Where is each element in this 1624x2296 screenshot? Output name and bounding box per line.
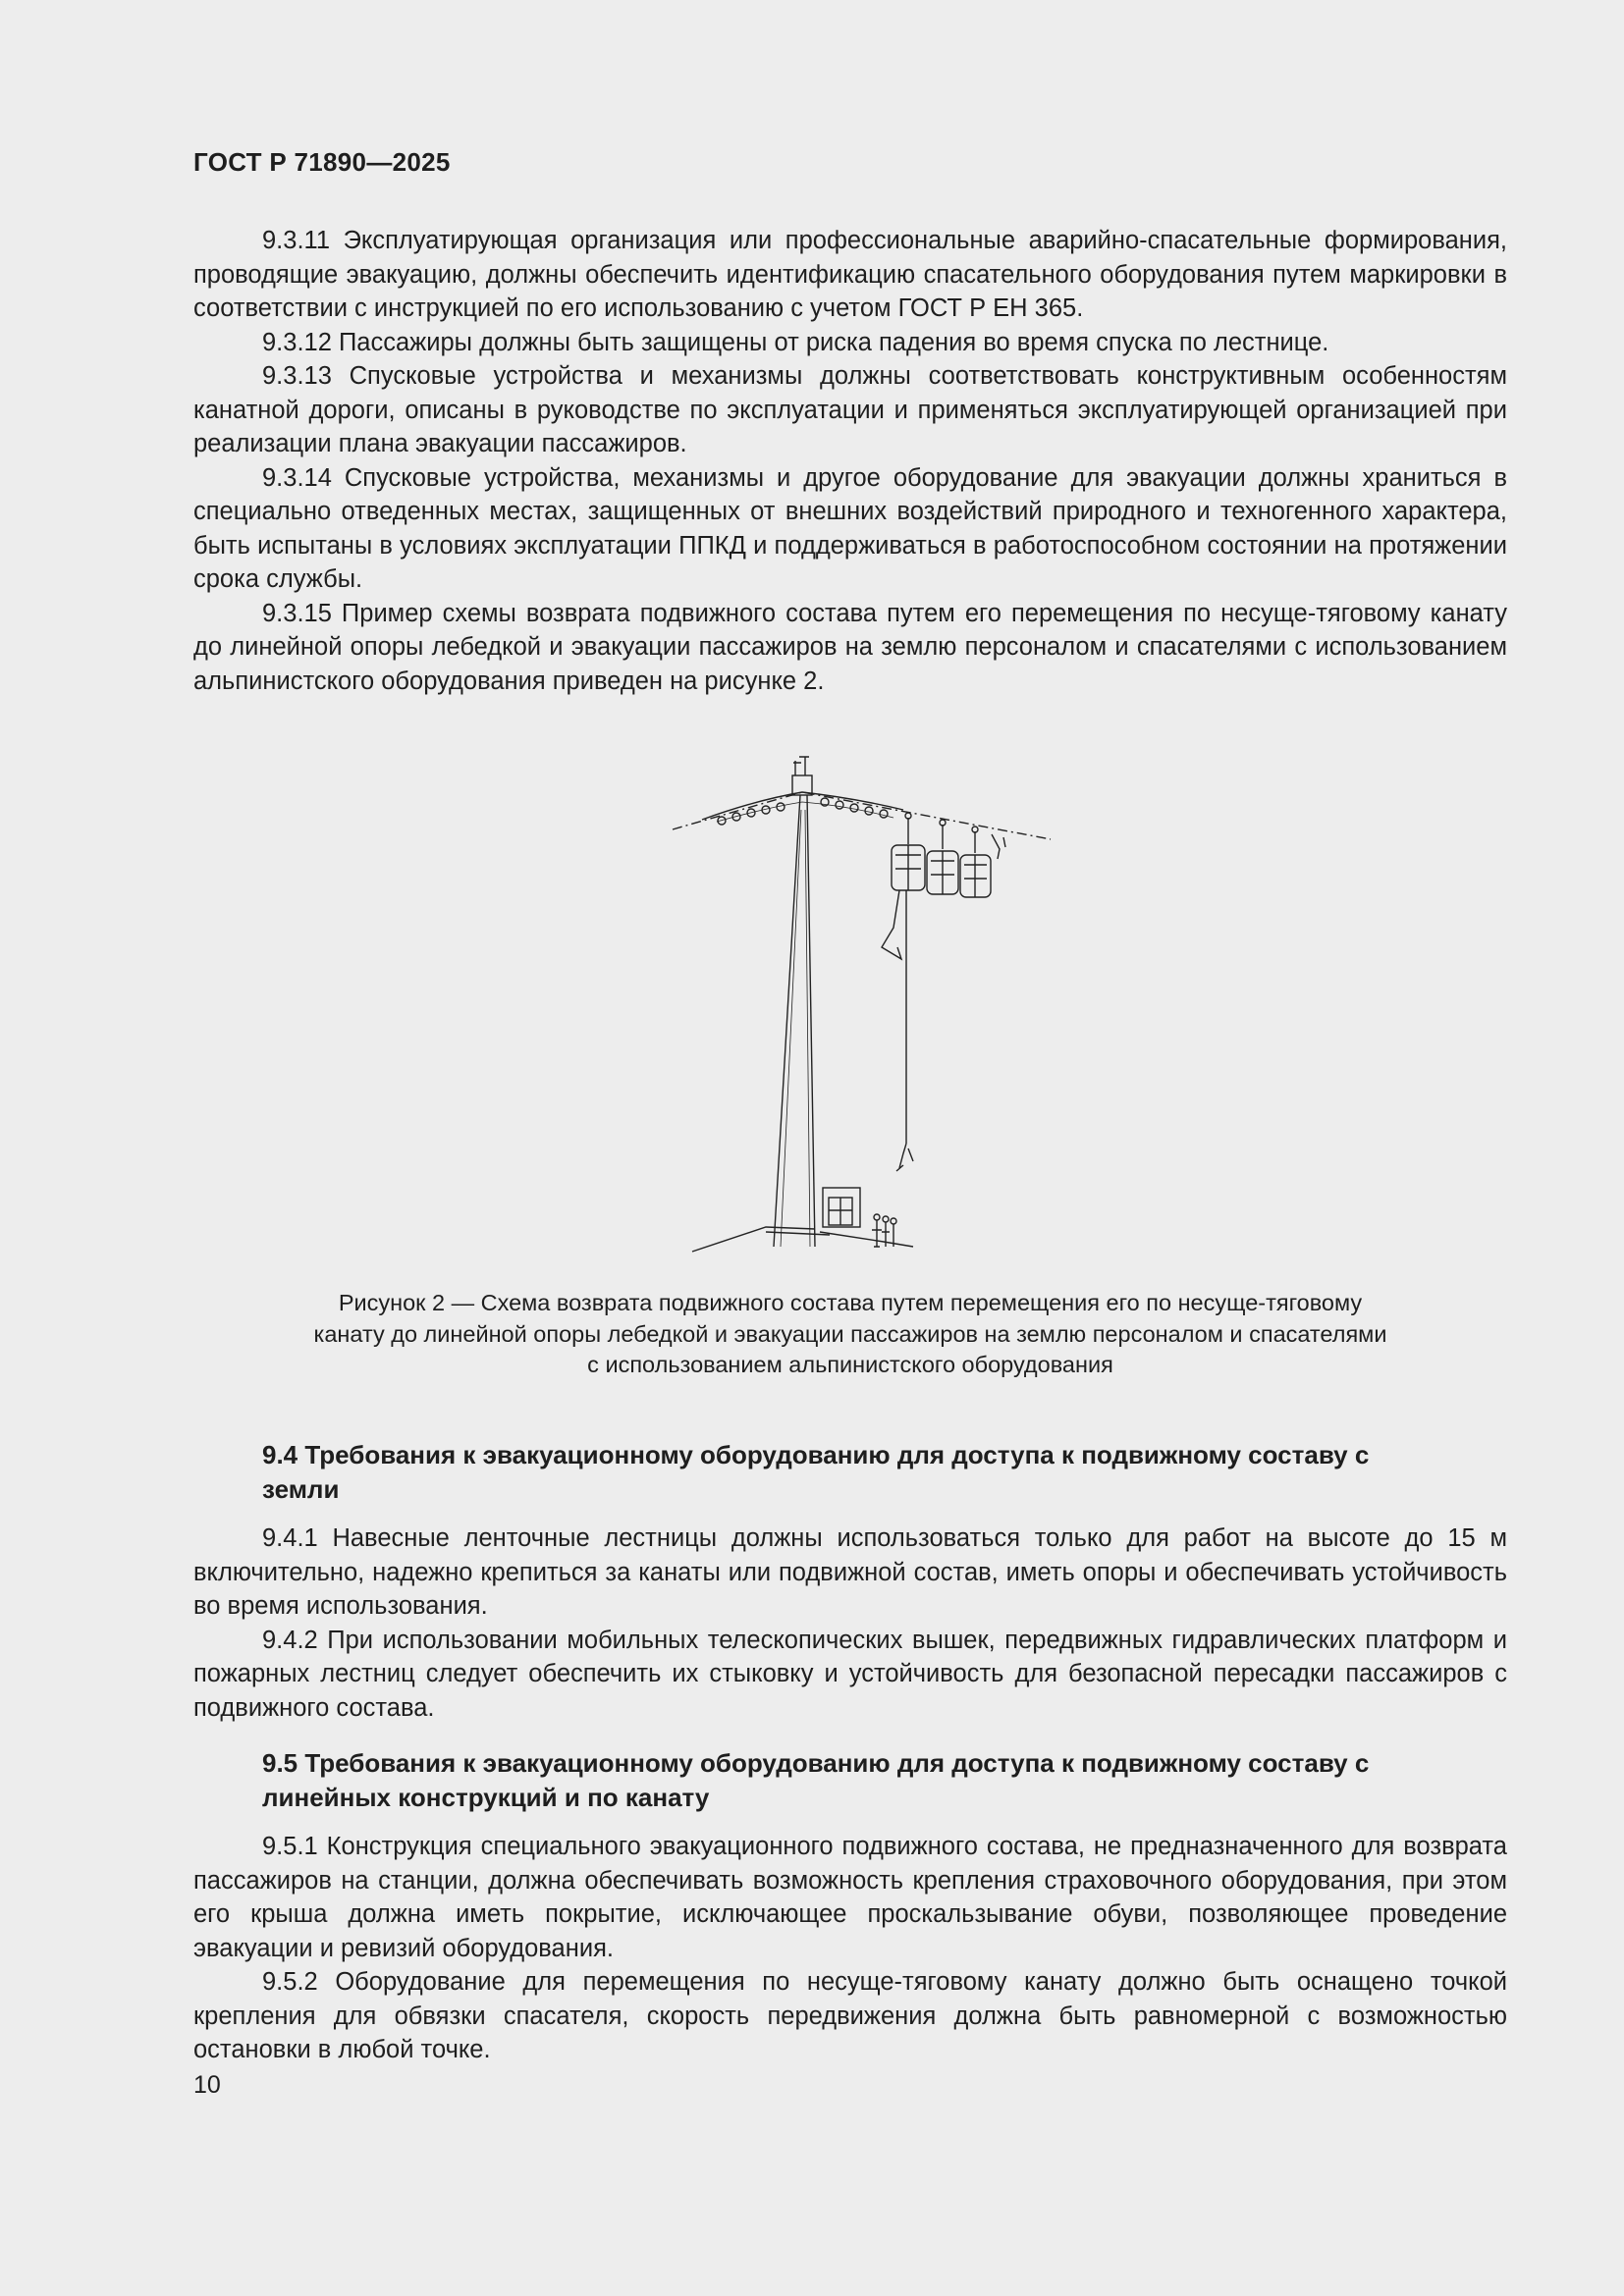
figure-caption	[193, 1288, 1507, 1381]
section-9-3-paragraphs	[193, 224, 1507, 698]
figure-caption-line-3: с использованием альпинистского оборудования	[587, 1352, 1113, 1377]
tower-crossarm	[702, 792, 903, 825]
ground-line-right	[820, 1232, 913, 1247]
paragraph-9-3-13: 9.3.13 Спусковые устройства и механизмы должны соответствовать конструктивным особенностям канатной дороги, описаны в руководстве по эксплуатации и применяться эксплуатирующей организацией при реализации плана эвакуации пассажиров.	[193, 362, 1507, 457]
section-9-4-heading: 9.4 Требования к эвакуационному оборудованию для доступа к подвижному составу с земли	[262, 1440, 1370, 1504]
paragraph-9-3-11: 9.3.11 Эксплуатирующая организация или профессиональные аварийно-спасательные формирования, проводящие эвакуацию, должны обеспечить идентификацию спасательного оборудования путем маркировки в соответствии с инструкцией по его использованию с учетом ГОСТ Р ЕН 365.	[193, 227, 1507, 322]
descending-person	[896, 1144, 913, 1171]
section-9-5	[193, 1746, 1507, 2067]
winch-station	[823, 1188, 860, 1227]
paragraph-9-3-12: 9.3.12 Пассажиры должны быть защищены от риска падения во время спуска по лестнице.	[262, 328, 1329, 356]
haul-rope	[673, 792, 1051, 839]
paragraph-9-3-14: 9.3.14 Спусковые устройства, механизмы и другое оборудование для эвакуации должны храниться в специально отведенных местах, защищенных от внешних воздействий природного и техногенного характера, быть испытаны в условиях эксплуатации ППКД и поддерживаться в работоспособном состоянии на протяжении срока службы.	[193, 463, 1507, 593]
ropeway-evacuation-figure	[658, 751, 1070, 1261]
cabin-1	[892, 813, 925, 890]
document-code: ГОСТ Р 71890—2025	[193, 147, 451, 177]
paragraph-9-5-1: 9.5.1 Конструкция специального эвакуационного подвижного состава, не предназначенного для возврата пассажиров на станции, должна обеспечивать возможность крепления страховочного оборудования, при этом его крыша должна иметь покрытие, исключающее проскальзывание обуви, позволяющее проведение эвакуации и ревизий оборудования.	[193, 1833, 1507, 1962]
paragraph-9-4-2: 9.4.2 При использовании мобильных телескопических вышек, передвижных гидравлических платформ и пожарных лестниц следует обеспечить их стыковку и устойчивость для безопасной пересадки пассажиров с подвижного состава.	[193, 1626, 1507, 1722]
ground-line-left	[692, 1227, 815, 1252]
figure-caption-line-2: канату до линейной опоры лебедкой и эвакуации пассажиров на землю персоналом и спасателями	[313, 1320, 1387, 1347]
cabin-2	[927, 820, 958, 894]
paragraph-9-3-15: 9.3.15 Пример схемы возврата подвижного состава путем его перемещения по несуще-тяговому канату до линейной опоры лебедкой и эвакуации пассажиров на землю персоналом и спасателями с использованием альпинистского оборудования приведен на рисунке 2.	[193, 599, 1507, 695]
section-9-5-heading: 9.5 Требования к эвакуационному оборудованию для доступа к подвижному составу с линейных конструкций и по канату	[262, 1748, 1370, 1812]
paragraph-9-4-1: 9.4.1 Навесные ленточные лестницы должны использоваться только для работ на высоте до 15 м включительно, надежно крепиться за канаты или подвижной состав, иметь опоры и обеспечивать устойчивость во время использования.	[193, 1524, 1507, 1620]
page-number: 10	[193, 2071, 221, 2099]
rescue-seat	[882, 890, 901, 959]
paragraph-9-5-2: 9.5.2 Оборудование для перемещения по несуще-тяговому канату должно быть оснащено точкой крепления для обвязки спасателя, скорость передвижения должна быть равномерной с возможностью остановки в любой точке.	[193, 1968, 1507, 2063]
section-9-4	[193, 1438, 1507, 1725]
tower	[766, 757, 830, 1247]
figure-caption-line-1: Рисунок 2 — Схема возврата подвижного состава путем перемещения его по несуще-тяговому	[338, 1290, 1363, 1315]
cabin-3	[960, 827, 1005, 897]
